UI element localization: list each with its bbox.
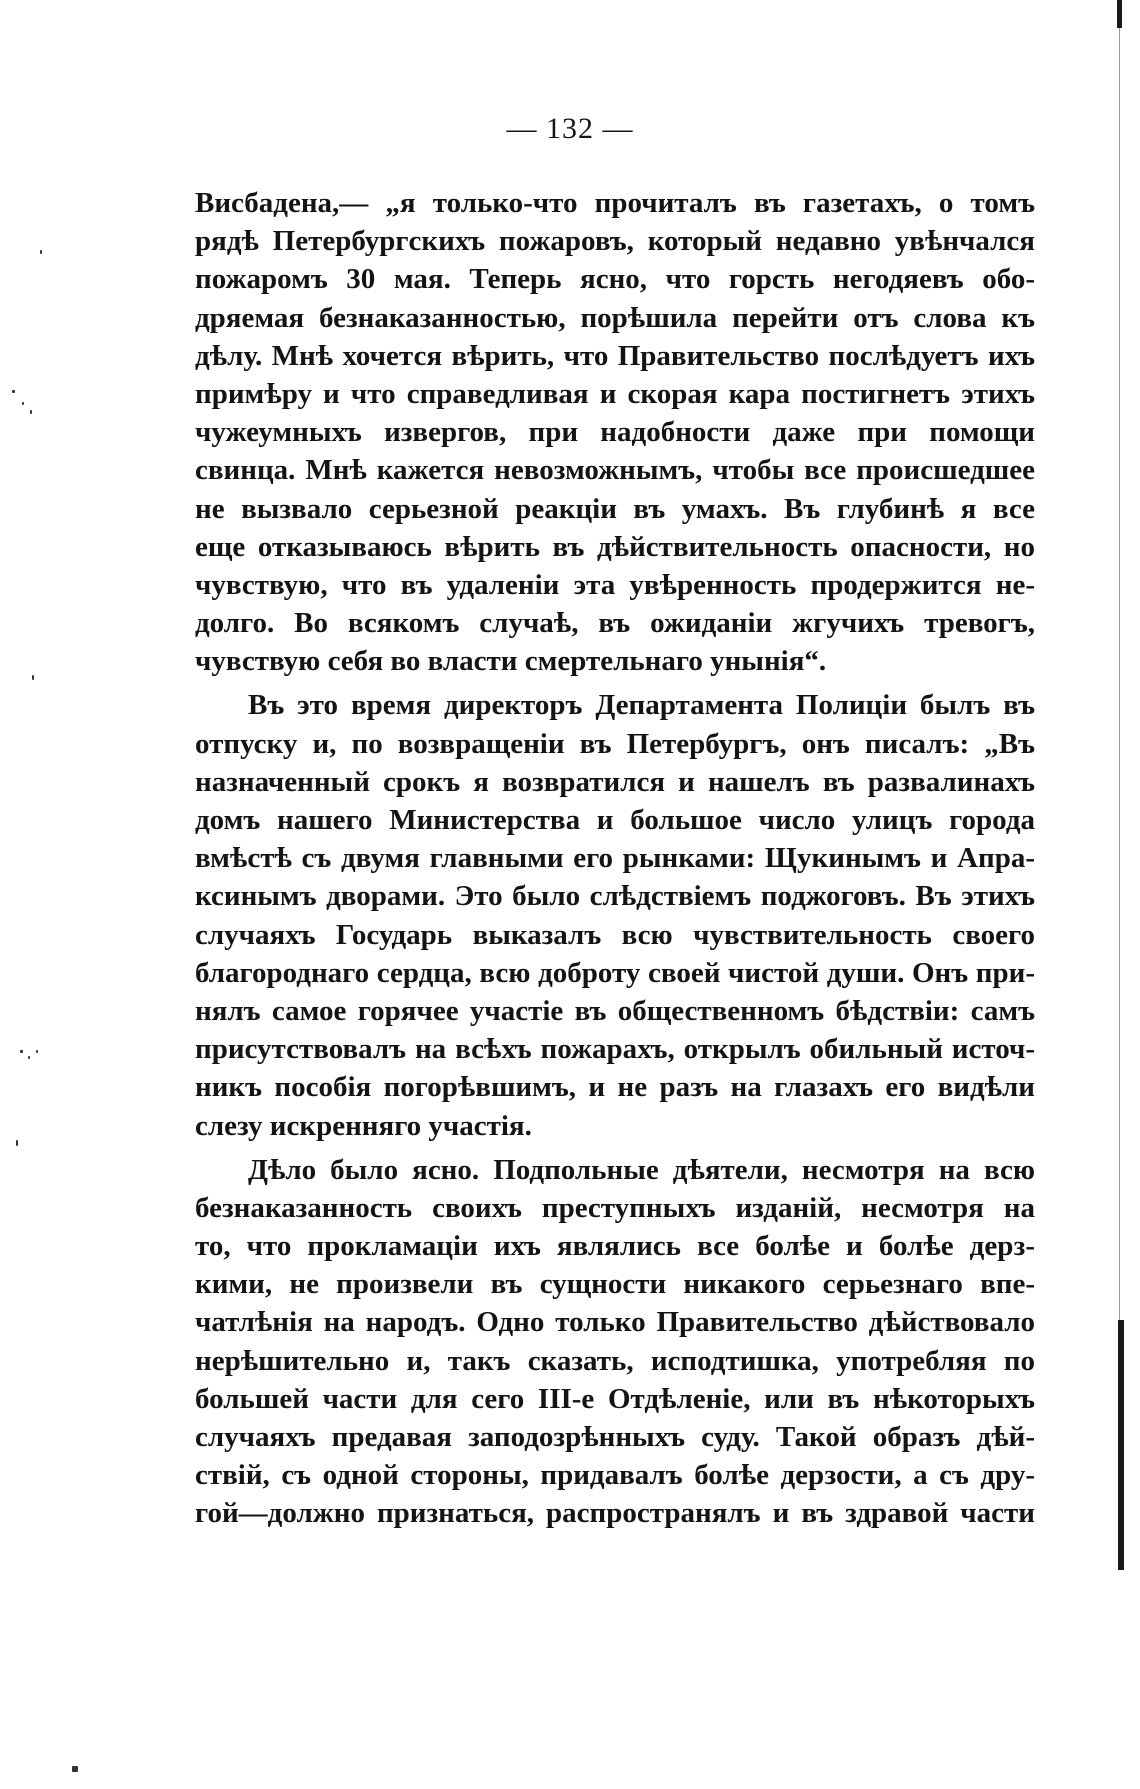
scan-edge-line — [1119, 28, 1120, 1320]
scan-speck — [28, 1056, 30, 1059]
text-line: не вызвало серьезной реакціи въ умахъ. Въ глубинѣ я все — [195, 492, 1035, 525]
paragraph — [195, 184, 1035, 680]
text-line: свинца. Мнѣ кажется невозможнымъ, чтобы все происшедшее — [195, 454, 1035, 487]
text-line: кими, не произвели въ сущности никакого серьезнаго впе- — [195, 1268, 1035, 1301]
scan-speck — [22, 402, 24, 405]
text-line: гой—должно признаться, распространялъ и въ здравой части — [195, 1497, 1035, 1530]
scan-edge-mark — [1118, 1320, 1124, 1570]
paragraph — [195, 686, 1035, 1144]
text-line: отпуску и, по возвращеніи въ Петербургъ, онъ писалъ: „Въ — [195, 727, 1035, 760]
text-line: дряемая безнаказанностью, порѣшила перейти отъ слова къ — [195, 301, 1035, 334]
scan-speck — [36, 1050, 38, 1053]
text-line: назначенный срокъ я возвратился и нашелъ въ развалинахъ — [195, 765, 1035, 798]
text-line: ксинымъ дворами. Это было слѣдствіемъ поджоговъ. Въ этихъ — [195, 880, 1035, 913]
text-line: благороднаго сердца, всю доброту своей чистой души. Онъ при- — [195, 956, 1035, 989]
scan-speck — [12, 390, 15, 393]
scan-speck — [32, 675, 34, 680]
text-line: ствій, съ одной стороны, придавалъ болѣе дерзости, а съ дру- — [195, 1459, 1035, 1492]
paragraph — [195, 1151, 1035, 1533]
scan-speck — [16, 1140, 18, 1146]
text-line: чатлѣнія на народъ. Одно только Правительство дѣйствовало — [195, 1306, 1035, 1339]
text-line: то, что прокламаціи ихъ являлись все болѣе и болѣе дерз- — [195, 1230, 1035, 1263]
text-line: никъ пособія погорѣвшимъ, и не разъ на глазахъ его видѣли — [195, 1071, 1035, 1104]
text-line: чувствую, что въ удаленіи эта увѣренность продержится не- — [195, 568, 1035, 601]
scan-speck — [72, 1766, 78, 1772]
scan-speck — [20, 1050, 23, 1053]
text-line: большей части для сего III-е Отдѣленіе, или въ нѣкоторыхъ — [195, 1382, 1035, 1415]
text-line: дѣлу. Мнѣ хочется вѣрить, что Правительство послѣдуетъ ихъ — [195, 339, 1035, 372]
text-line: случаяхъ Государь выказалъ всю чувствительность своего — [195, 918, 1035, 951]
text-line: вмѣстѣ съ двумя главными его рынками: Щукинымъ и Апра- — [195, 842, 1035, 875]
text-line: Висбадена,— „я только-что прочиталъ въ газетахъ, о томъ — [195, 187, 1035, 219]
page-number: — 132 — — [506, 112, 634, 145]
text-line: домъ нашего Министерства и большое число улицъ города — [195, 804, 1035, 836]
text-line: Въ это время директоръ Департамента Полиціи былъ въ — [248, 689, 1035, 722]
text-line: пожаромъ 30 мая. Теперь ясно, что горсть негодяевъ обо- — [195, 263, 1035, 296]
body-text — [195, 184, 1035, 1533]
text-line: чужеумныхъ извергов, при надобности даже при помощи — [195, 416, 1035, 449]
text-line: присутствовалъ на всѣхъ пожарахъ, открылъ обильный источ- — [195, 1033, 1035, 1066]
scan-speck — [40, 250, 42, 254]
text-line: рядѣ Петербургскихъ пожаровъ, который недавно увѣнчался — [195, 225, 1035, 258]
text-line: примѣру и что справедливая и скорая кара постигнетъ этихъ — [195, 377, 1035, 410]
scan-edge-mark — [1117, 0, 1122, 28]
text-line: долго. Во всякомъ случаѣ, въ ожиданіи жгучихъ тревогъ, — [195, 607, 1035, 640]
scan-speck — [30, 410, 32, 414]
text-line: безнаказанность своихъ преступныхъ изданій, несмотря на — [195, 1191, 1035, 1224]
text-line: слезу искренняго участія. — [195, 1109, 532, 1142]
text-line: нерѣшительно и, такъ сказать, исподтишка, употребляя по — [195, 1344, 1035, 1377]
text-line: чувствую себя во власти смертельнаго унынія“. — [195, 645, 827, 678]
text-line: нялъ самое горячее участіе въ общественномъ бѣдствіи: самъ — [195, 994, 1035, 1027]
text-line: еще отказываюсь вѣрить въ дѣйствительность опасности, но — [195, 530, 1035, 563]
text-line: случаяхъ предавая заподозрѣнныхъ суду. Такой образъ дѣй- — [195, 1421, 1035, 1453]
text-line: Дѣло было ясно. Подпольные дѣятели, несмотря на всю — [248, 1153, 1035, 1186]
